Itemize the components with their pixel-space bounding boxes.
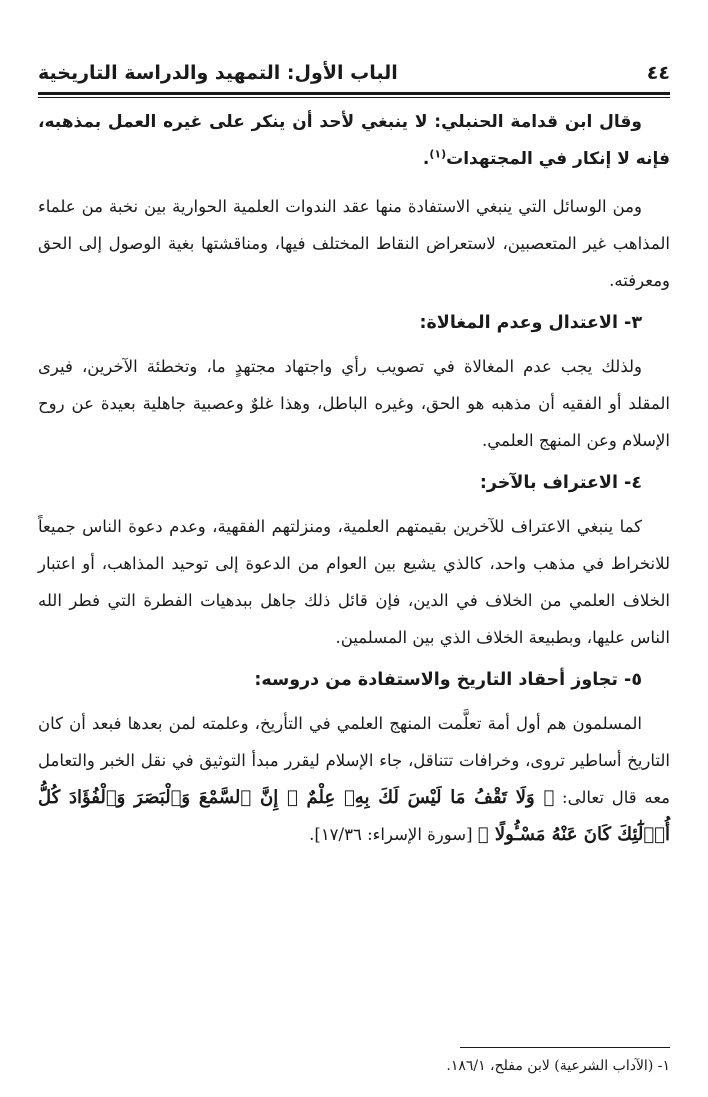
page-header xyxy=(38,58,670,88)
footnote: ١- (الآداب الشرعية) لابن مفلح، ١٨٦/١. xyxy=(446,1058,670,1074)
body-text xyxy=(38,104,670,853)
header-divider-thin xyxy=(38,97,670,98)
chapter-title: الباب الأول: التمهيد والدراسة التاريخية xyxy=(38,62,398,84)
paragraph-history: المسلمون هم أول أمة تعلَّمت المنهج العلمي في التأريخ، وعلمته لمن بعدها فبعد أن كان التاريخ أساطير تروى، وخرافات تتناقل، جاء الإسلام ليقرر مبدأ التوثيق في نقل الخبر والتعامل معه قال تعالى: ﴿ وَلَا تَقْفُ مَا لَيْسَ لَكَ بِهِۦ عِلْمٌ ۚ إِنَّ ٱلسَّمْعَ وَٱلْبَصَرَ وَٱلْفُؤَادَ كُلُّ أُو۟لَٰٓئِكَ كَانَ عَنْهُ مَسْـُٔولًا ﴾ [سورة الإسراء: ١٧/٣٦]. xyxy=(38,714,671,845)
header-divider xyxy=(38,92,670,95)
footnote-ref: (١) xyxy=(429,147,447,161)
heading-moderation: ٣- الاعتدال وعدم المغالاة: xyxy=(419,313,642,333)
quran-verse: ﴿ وَلَا تَقْفُ مَا لَيْسَ لَكَ بِهِۦ عِلْمٌ ۚ إِنَّ ٱلسَّمْعَ وَٱلْبَصَرَ وَٱلْفُؤَادَ كُلُّ أُو۟لَٰٓئِكَ كَانَ عَنْهُ مَسْـُٔولًا ﴾ xyxy=(38,787,670,845)
footnote-divider xyxy=(460,1047,670,1048)
quran-citation: [سورة الإسراء: ١٧/٣٦]. xyxy=(309,825,473,844)
heading-acknowledging-other: ٤- الاعتراف بالآخر: xyxy=(479,473,642,493)
paragraph-acknowledging-other: كما ينبغي الاعتراف للآخرين بقيمتهم العلمية، ومنزلتهم الفقهية، وعدم دعوة الناس جميعاً للانخراط في مذهب واحد، كالذي يشيع بين العوام من الدعوة إلى توحيد المذاهب، أو اعتبار الخلاف العلمي من الخلاف في الدين، فإن قائل ذلك جاهل ببدهيات الفطرة التي فطر الله الناس عليها، وبطبيعة الخلاف الذي بين المسلمين. xyxy=(38,517,670,647)
page-number: ٤٤ xyxy=(646,62,670,84)
heading-history: ٥- تجاوز أحقاد التاريخ والاستفادة من دروسه: xyxy=(254,670,642,690)
paragraph-moderation: ولذلك يجب عدم المغالاة في تصويب رأي واجتهاد مجتهدٍ ما، وتخطئة الآخرين، فيرى المقلد أو الفقيه أن مذهبه هو الحق، وغيره الباطل، وهذا غلوٌ وعصبية جاهلية بعيدة عن روح الإسلام وعن المنهج العلمي. xyxy=(38,357,670,450)
paragraph-ibn-qudama: وقال ابن قدامة الحنبلي: لا ينبغي لأحد أن ينكر على غيره العمل بمذهبه، فإنه لا إنكار في المجتهدات$^{(١)}$. xyxy=(38,112,670,169)
paragraph-seminars: ومن الوسائل التي ينبغي الاستفادة منها عقد الندوات العلمية الحوارية بين نخبة من علماء المذاهب غير المتعصبين، لاستعراض النقاط المختلف فيها، ومناقشتها بغية الوصول إلى الحق ومعرفته. xyxy=(38,197,670,290)
